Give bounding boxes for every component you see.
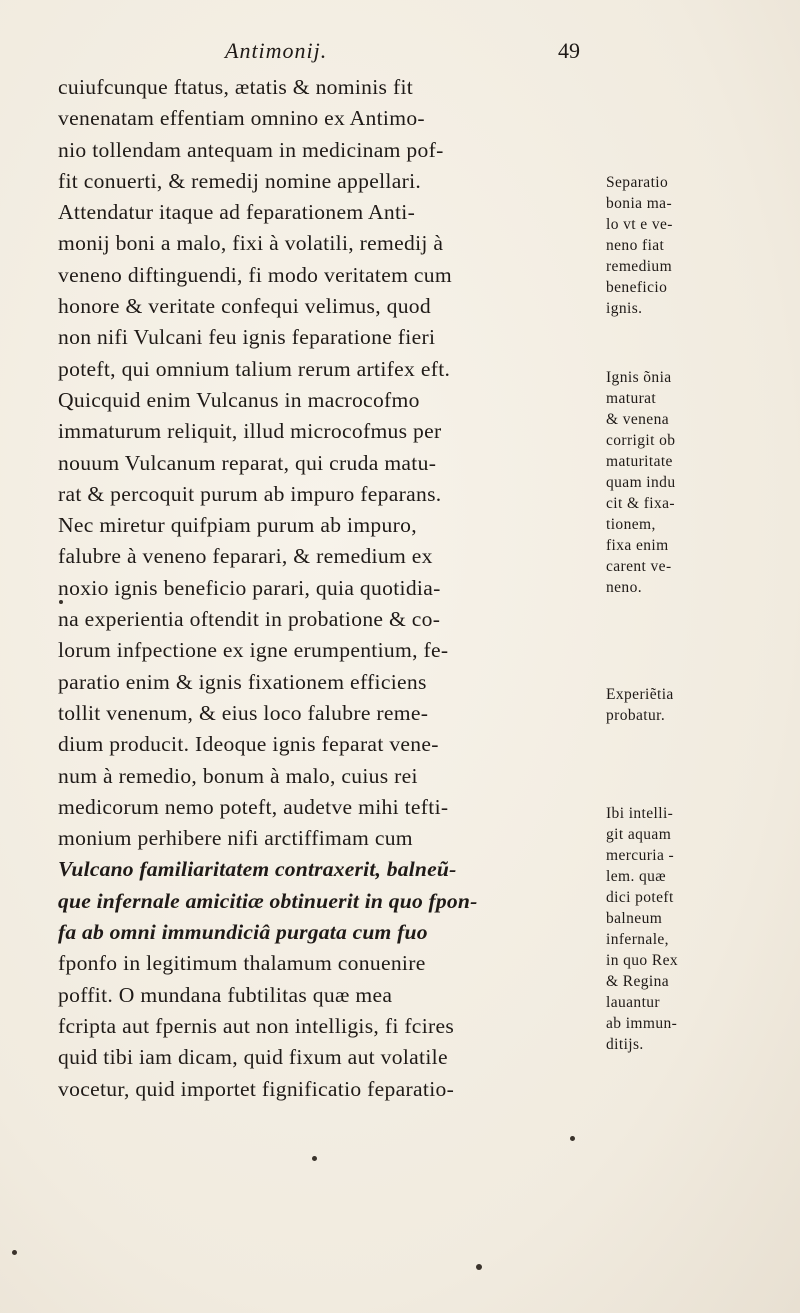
text-line: fa ab omni immundiciâ purgata cum fuo: [58, 920, 428, 945]
text-line: poteft, qui omnium talium rerum artifex eft.: [58, 356, 451, 381]
margin-note-line: lauantur: [606, 994, 660, 1011]
text-line: Quicquid enim Vulcanus in macrocofmo: [58, 387, 420, 412]
ink-speck: [59, 600, 63, 604]
ink-speck: [476, 1264, 482, 1270]
text-line: immaturum reliquit, illud microcofmus per: [58, 419, 442, 444]
page-number: 49: [558, 38, 580, 63]
text-line: non nifi Vulcani feu ignis feparatione fieri: [58, 325, 436, 350]
text-line: fponfo in legitimum thalamum conuenire: [58, 951, 426, 976]
margin-note-line: lem. quæ: [606, 868, 667, 885]
margin-note-line: maturitate: [606, 453, 673, 470]
text-line: tollit venenum, & eius loco falubre reme-: [58, 700, 429, 725]
margin-note-line: lo vt e ve-: [606, 216, 673, 233]
text-line: falubre à veneno feparari, & remedium ex: [58, 544, 433, 569]
text-line: poffit. O mundana fubtilitas quæ mea: [58, 982, 393, 1007]
margin-note-line: neno.: [606, 579, 643, 596]
main-text-column: [58, 72, 578, 1105]
text-line: nouum Vulcanum reparat, qui cruda matu-: [58, 450, 437, 475]
margin-note-line: & venena: [606, 411, 670, 428]
text-line: Vulcano familiaritatem contraxerit, balneũ-: [58, 857, 457, 882]
margin-note-line: ab immun-: [606, 1015, 678, 1032]
text-line: Nec miretur quifpiam purum ab impuro,: [58, 513, 417, 538]
text-line: honore & veritate confequi velimus, quod: [58, 294, 431, 319]
margin-note-line: in quo Rex: [606, 952, 679, 969]
margin-note-line: ditijs.: [606, 1036, 644, 1053]
margin-note-line: & Regina: [606, 973, 670, 990]
text-line: veneno diftinguendi, fi modo veritatem cum: [58, 262, 452, 287]
margin-note: [606, 172, 756, 319]
margin-note-line: infernale,: [606, 931, 669, 948]
text-line: cuiufcunque ftatus, ætatis & nominis fit: [58, 75, 414, 99]
margin-note: [606, 684, 756, 726]
margin-note: [606, 367, 756, 598]
text-line: dium producit. Ideoque ignis feparat vene-: [58, 732, 439, 757]
margin-note-line: beneficio: [606, 279, 668, 296]
text-line: lorum infpectione ex igne erumpentium, fe-: [58, 638, 449, 663]
margin-note: [606, 803, 756, 1055]
text-line: rat & percoquit purum ab impuro feparans.: [58, 481, 442, 506]
page-header: [60, 38, 580, 72]
text-line: que infernale amicitiæ obtinuerit in quo fpon-: [58, 888, 478, 913]
margin-note-line: quam indu: [606, 474, 676, 491]
text-line: nio tollendam antequam in medicinam pof-: [58, 137, 444, 162]
margin-note-line: maturat: [606, 390, 657, 407]
margin-note-line: neno fiat: [606, 237, 665, 254]
ink-speck: [312, 1156, 317, 1161]
margin-note-line: bonia ma-: [606, 195, 673, 212]
text-line: quid tibi iam dicam, quid fixum aut volatile: [58, 1045, 448, 1070]
text-line: na experientia oftendit in probatione & co-: [58, 607, 441, 632]
text-line: fcripta aut fpernis aut non intelligis, fi fcires: [58, 1013, 455, 1038]
margin-notes: [606, 0, 756, 1313]
margin-note-line: tionem,: [606, 516, 656, 533]
text-line: fit conuerti, & remedij nomine appellari.: [58, 168, 422, 193]
margin-note-line: dici poteft: [606, 889, 674, 906]
margin-note-line: Ibi intelli-: [606, 805, 674, 822]
margin-note-line: Ignis õnia: [606, 369, 672, 386]
margin-note-line: carent ve-: [606, 558, 672, 575]
margin-note-line: cit & fixa-: [606, 495, 675, 512]
ink-speck: [570, 1136, 575, 1141]
text-line: noxio ignis beneficio parari, quia quotidia-: [58, 575, 441, 600]
running-title: Antimonij.: [225, 38, 328, 63]
margin-note-line: fixa enim: [606, 537, 669, 554]
text-line: Attendatur itaque ad feparationem Anti-: [58, 200, 416, 225]
text-line: vocetur, quid importet fignificatio feparatio-: [58, 1076, 455, 1101]
margin-note-line: Experiẽtia: [606, 686, 674, 703]
margin-note-line: Separatio: [606, 174, 669, 191]
text-line: monij boni a malo, fixi à volatili, remedij à: [58, 231, 444, 256]
text-line: medicorum nemo poteft, audetve mihi tefti-: [58, 794, 449, 819]
margin-note-line: ignis.: [606, 300, 643, 317]
text-line: monium perhibere nifi arctiffimam cum: [58, 826, 413, 851]
text-line: venenatam effentiam omnino ex Antimo-: [58, 106, 425, 131]
margin-note-line: probatur.: [606, 707, 666, 724]
margin-note-line: mercuria -: [606, 847, 675, 864]
margin-note-line: remedium: [606, 258, 673, 275]
margin-note-line: git aquam: [606, 826, 672, 843]
margin-note-line: corrigit ob: [606, 432, 676, 449]
ink-speck: [12, 1250, 17, 1255]
text-line: paratio enim & ignis fixationem efficiens: [58, 669, 427, 694]
margin-note-line: balneum: [606, 910, 663, 927]
text-line: num à remedio, bonum à malo, cuius rei: [58, 763, 418, 788]
